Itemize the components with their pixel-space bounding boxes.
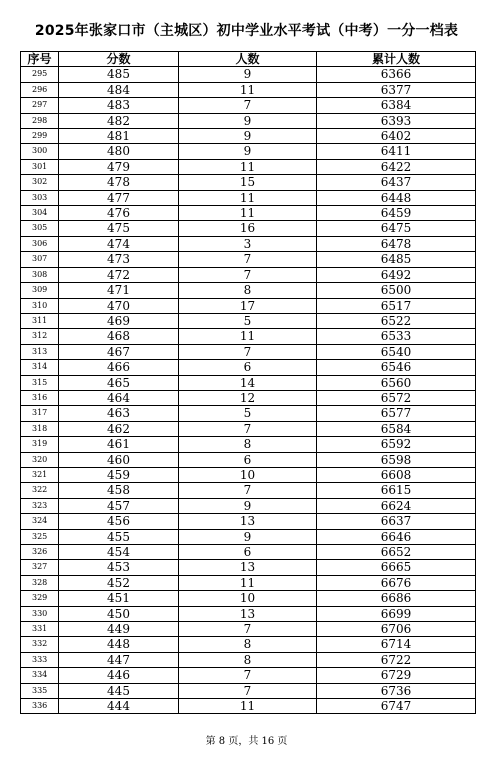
count-cell: 11 (179, 575, 317, 590)
cumulative-cell: 6411 (317, 144, 476, 159)
score-cell: 448 (59, 637, 179, 652)
table-row (21, 98, 476, 113)
cumulative-cell: 6608 (317, 467, 476, 482)
score-cell: 444 (59, 699, 179, 714)
seq-cell: 324 (21, 514, 59, 529)
count-cell: 7 (179, 683, 317, 698)
seq-cell: 322 (21, 483, 59, 498)
cumulative-cell: 6646 (317, 529, 476, 544)
cumulative-cell: 6729 (317, 668, 476, 683)
table-row (21, 652, 476, 667)
table-row (21, 560, 476, 575)
count-cell: 11 (179, 159, 317, 174)
seq-cell: 331 (21, 622, 59, 637)
cumulative-cell: 6384 (317, 98, 476, 113)
cumulative-cell: 6592 (317, 437, 476, 452)
score-cell: 457 (59, 498, 179, 513)
table-row (21, 529, 476, 544)
cumulative-cell: 6393 (317, 113, 476, 128)
seq-cell: 300 (21, 144, 59, 159)
count-cell: 7 (179, 483, 317, 498)
table-row (21, 144, 476, 159)
count-cell: 9 (179, 498, 317, 513)
seq-cell: 303 (21, 190, 59, 205)
count-cell: 11 (179, 329, 317, 344)
score-cell: 472 (59, 267, 179, 282)
cumulative-cell: 6448 (317, 190, 476, 205)
count-cell: 7 (179, 668, 317, 683)
table-row (21, 129, 476, 144)
cumulative-cell: 6584 (317, 421, 476, 436)
table-row (21, 699, 476, 714)
score-cell: 465 (59, 375, 179, 390)
score-cell: 469 (59, 313, 179, 328)
count-cell: 16 (179, 221, 317, 236)
seq-cell: 308 (21, 267, 59, 282)
count-cell: 9 (179, 113, 317, 128)
cumulative-cell: 6533 (317, 329, 476, 344)
table-row (21, 329, 476, 344)
count-cell: 7 (179, 421, 317, 436)
score-cell: 447 (59, 652, 179, 667)
count-cell: 7 (179, 252, 317, 267)
count-cell: 7 (179, 622, 317, 637)
cumulative-cell: 6522 (317, 313, 476, 328)
table-row (21, 606, 476, 621)
table-row (21, 159, 476, 174)
score-cell: 477 (59, 190, 179, 205)
table-row (21, 313, 476, 328)
table-row (21, 545, 476, 560)
cumulative-cell: 6492 (317, 267, 476, 282)
table-row (21, 421, 476, 436)
cumulative-cell: 6540 (317, 344, 476, 359)
count-cell: 3 (179, 236, 317, 251)
table-row (21, 437, 476, 452)
seq-cell: 299 (21, 129, 59, 144)
cumulative-cell: 6377 (317, 82, 476, 97)
count-cell: 13 (179, 560, 317, 575)
count-cell: 11 (179, 190, 317, 205)
count-cell: 11 (179, 206, 317, 221)
cumulative-cell: 6517 (317, 298, 476, 313)
seq-cell: 312 (21, 329, 59, 344)
table-row (21, 221, 476, 236)
count-cell: 8 (179, 637, 317, 652)
score-cell: 446 (59, 668, 179, 683)
seq-cell: 336 (21, 699, 59, 714)
score-cell: 484 (59, 82, 179, 97)
header-seq: 序号 (21, 52, 59, 67)
seq-cell: 319 (21, 437, 59, 452)
score-cell: 464 (59, 390, 179, 405)
table-row (21, 622, 476, 637)
cumulative-cell: 6475 (317, 221, 476, 236)
seq-cell: 315 (21, 375, 59, 390)
cumulative-cell: 6598 (317, 452, 476, 467)
seq-cell: 311 (21, 313, 59, 328)
table-body (21, 67, 476, 714)
score-cell: 453 (59, 560, 179, 575)
count-cell: 15 (179, 175, 317, 190)
table-row (21, 82, 476, 97)
score-cell: 475 (59, 221, 179, 236)
table-row (21, 406, 476, 421)
cumulative-cell: 6546 (317, 360, 476, 375)
count-cell: 12 (179, 390, 317, 405)
cumulative-cell: 6459 (317, 206, 476, 221)
cumulative-cell: 6572 (317, 390, 476, 405)
seq-cell: 313 (21, 344, 59, 359)
score-cell: 478 (59, 175, 179, 190)
score-cell: 450 (59, 606, 179, 621)
cumulative-cell: 6714 (317, 637, 476, 652)
table-row (21, 575, 476, 590)
table-row (21, 514, 476, 529)
cumulative-cell: 6686 (317, 591, 476, 606)
cumulative-cell: 6637 (317, 514, 476, 529)
table-row (21, 67, 476, 82)
seq-cell: 328 (21, 575, 59, 590)
seq-cell: 333 (21, 652, 59, 667)
score-cell: 468 (59, 329, 179, 344)
seq-cell: 298 (21, 113, 59, 128)
seq-cell: 296 (21, 82, 59, 97)
table-row (21, 498, 476, 513)
table-row (21, 113, 476, 128)
seq-cell: 306 (21, 236, 59, 251)
cumulative-cell: 6422 (317, 159, 476, 174)
score-distribution-table (20, 51, 476, 714)
table-row (21, 452, 476, 467)
seq-cell: 327 (21, 560, 59, 575)
score-cell: 466 (59, 360, 179, 375)
seq-cell: 318 (21, 421, 59, 436)
count-cell: 10 (179, 467, 317, 482)
table-row (21, 283, 476, 298)
page-footer: 第 8 页，共 16 页 (205, 736, 288, 747)
seq-cell: 332 (21, 637, 59, 652)
seq-cell: 305 (21, 221, 59, 236)
seq-cell: 321 (21, 467, 59, 482)
count-cell: 13 (179, 606, 317, 621)
cumulative-cell: 6665 (317, 560, 476, 575)
table-row (21, 360, 476, 375)
score-cell: 480 (59, 144, 179, 159)
score-cell: 463 (59, 406, 179, 421)
seq-cell: 325 (21, 529, 59, 544)
count-cell: 9 (179, 129, 317, 144)
seq-cell: 329 (21, 591, 59, 606)
table-row (21, 267, 476, 282)
seq-cell: 317 (21, 406, 59, 421)
score-cell: 449 (59, 622, 179, 637)
cumulative-cell: 6402 (317, 129, 476, 144)
score-cell: 462 (59, 421, 179, 436)
score-cell: 456 (59, 514, 179, 529)
score-cell: 445 (59, 683, 179, 698)
table-row (21, 298, 476, 313)
score-cell: 474 (59, 236, 179, 251)
cumulative-cell: 6615 (317, 483, 476, 498)
score-cell: 460 (59, 452, 179, 467)
seq-cell: 320 (21, 452, 59, 467)
score-cell: 452 (59, 575, 179, 590)
cumulative-cell: 6699 (317, 606, 476, 621)
seq-cell: 301 (21, 159, 59, 174)
count-cell: 11 (179, 82, 317, 97)
count-cell: 8 (179, 283, 317, 298)
count-cell: 14 (179, 375, 317, 390)
cumulative-cell: 6366 (317, 67, 476, 82)
seq-cell: 334 (21, 668, 59, 683)
table-row (21, 483, 476, 498)
score-cell: 473 (59, 252, 179, 267)
table-row (21, 252, 476, 267)
seq-cell: 302 (21, 175, 59, 190)
seq-cell: 310 (21, 298, 59, 313)
seq-cell: 307 (21, 252, 59, 267)
score-cell: 482 (59, 113, 179, 128)
score-cell: 471 (59, 283, 179, 298)
seq-cell: 295 (21, 67, 59, 82)
table-row (21, 375, 476, 390)
score-cell: 451 (59, 591, 179, 606)
cumulative-cell: 6676 (317, 575, 476, 590)
page-title: 2025年张家口市（主城区）初中学业水平考试（中考）一分一档表 (34, 23, 459, 39)
table-row (21, 668, 476, 683)
header-score: 分数 (59, 52, 179, 67)
cumulative-cell: 6722 (317, 652, 476, 667)
score-cell: 467 (59, 344, 179, 359)
cumulative-cell: 6736 (317, 683, 476, 698)
seq-cell: 316 (21, 390, 59, 405)
count-cell: 7 (179, 98, 317, 113)
count-cell: 11 (179, 699, 317, 714)
seq-cell: 323 (21, 498, 59, 513)
seq-cell: 330 (21, 606, 59, 621)
count-cell: 8 (179, 652, 317, 667)
count-cell: 9 (179, 144, 317, 159)
cumulative-cell: 6478 (317, 236, 476, 251)
table-row (21, 344, 476, 359)
score-cell: 470 (59, 298, 179, 313)
count-cell: 7 (179, 344, 317, 359)
score-cell: 455 (59, 529, 179, 544)
table-header-row (21, 52, 476, 67)
header-count: 人数 (179, 52, 317, 67)
count-cell: 5 (179, 406, 317, 421)
count-cell: 8 (179, 437, 317, 452)
count-cell: 5 (179, 313, 317, 328)
table-row (21, 591, 476, 606)
count-cell: 9 (179, 529, 317, 544)
seq-cell: 309 (21, 283, 59, 298)
score-cell: 454 (59, 545, 179, 560)
count-cell: 6 (179, 452, 317, 467)
table-row (21, 190, 476, 205)
count-cell: 6 (179, 360, 317, 375)
table-row (21, 637, 476, 652)
score-cell: 479 (59, 159, 179, 174)
cumulative-cell: 6577 (317, 406, 476, 421)
cumulative-cell: 6437 (317, 175, 476, 190)
count-cell: 6 (179, 545, 317, 560)
cumulative-cell: 6560 (317, 375, 476, 390)
count-cell: 10 (179, 591, 317, 606)
cumulative-cell: 6500 (317, 283, 476, 298)
cumulative-cell: 6485 (317, 252, 476, 267)
cumulative-cell: 6706 (317, 622, 476, 637)
table-row (21, 683, 476, 698)
seq-cell: 326 (21, 545, 59, 560)
score-cell: 481 (59, 129, 179, 144)
score-cell: 483 (59, 98, 179, 113)
count-cell: 9 (179, 67, 317, 82)
score-cell: 458 (59, 483, 179, 498)
score-cell: 459 (59, 467, 179, 482)
count-cell: 17 (179, 298, 317, 313)
seq-cell: 335 (21, 683, 59, 698)
table-row (21, 236, 476, 251)
score-cell: 485 (59, 67, 179, 82)
score-cell: 476 (59, 206, 179, 221)
cumulative-cell: 6747 (317, 699, 476, 714)
cumulative-cell: 6652 (317, 545, 476, 560)
seq-cell: 304 (21, 206, 59, 221)
table-row (21, 206, 476, 221)
table-row (21, 175, 476, 190)
seq-cell: 297 (21, 98, 59, 113)
score-cell: 461 (59, 437, 179, 452)
count-cell: 7 (179, 267, 317, 282)
count-cell: 13 (179, 514, 317, 529)
seq-cell: 314 (21, 360, 59, 375)
table-row (21, 390, 476, 405)
table-row (21, 467, 476, 482)
cumulative-cell: 6624 (317, 498, 476, 513)
header-cumulative: 累计人数 (317, 52, 476, 67)
